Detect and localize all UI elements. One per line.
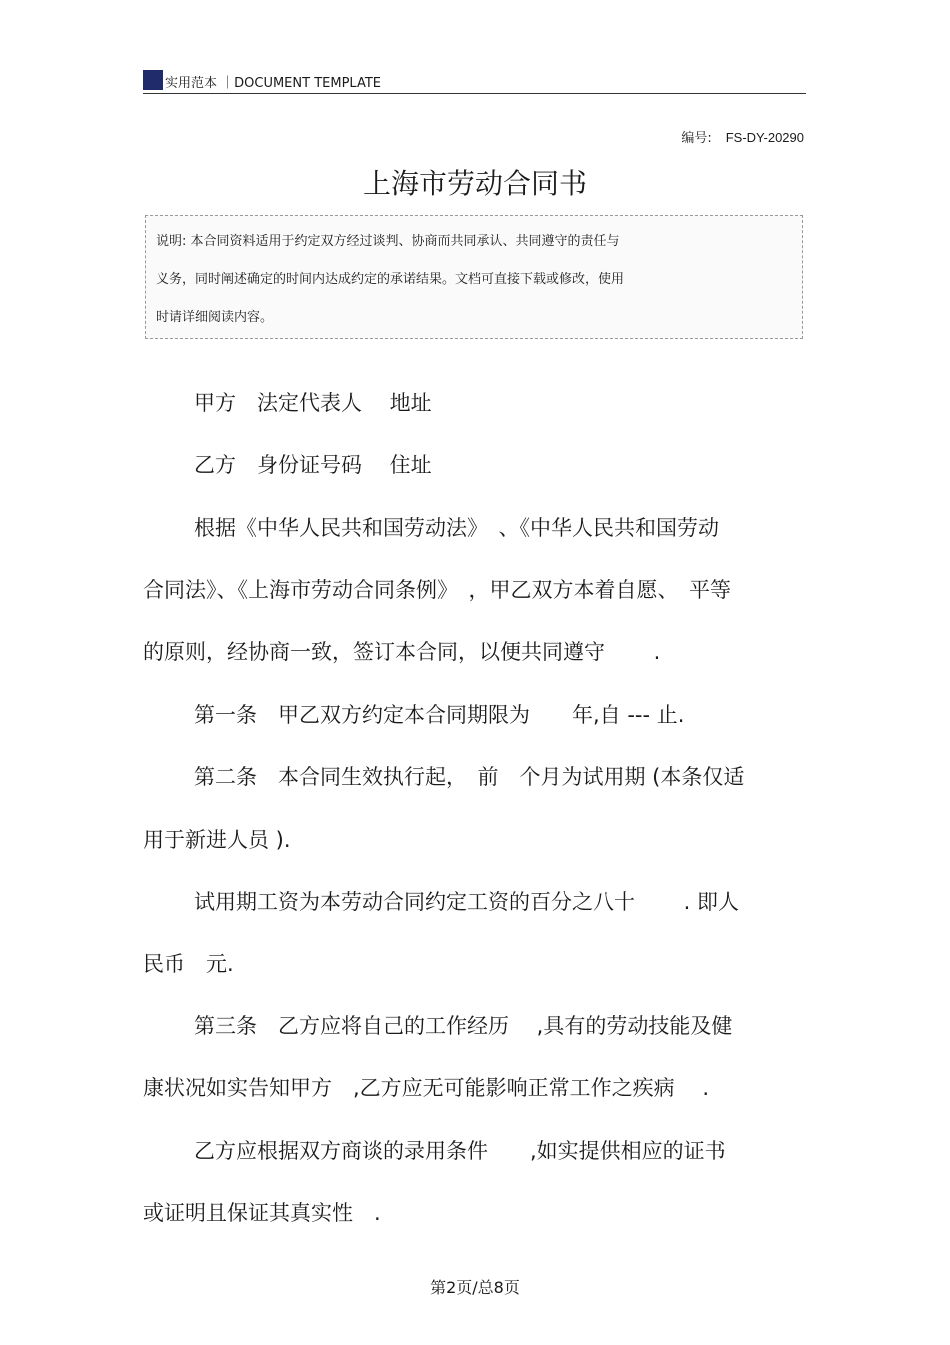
body-line: 根据《中华人民共和国劳动法》 、《中华人民共和国劳动 <box>194 516 719 540</box>
body-line: 第一条 甲乙双方约定本合同期限为 年,自 --- 止. <box>194 703 685 727</box>
document-number-value: FS-DY-20290 <box>725 130 804 145</box>
body-line: 或证明且保证其真实性 . <box>143 1201 381 1225</box>
body-line: 民币 元. <box>143 952 234 976</box>
description-line: 义务，同时阐述确定的时间内达成约定的承诺结果。文档可直接下载或修改，使用 <box>156 272 625 287</box>
header-logo-square <box>143 70 163 90</box>
body-line: 第三条 乙方应将自己的工作经历 ,具有的劳动技能及健 <box>194 1014 733 1038</box>
body-line: 合同法》、《上海市劳动合同条例》 ，甲乙双方本着自愿、 平等 <box>143 578 731 602</box>
body-line: 甲方 法定代表人 地址 <box>194 391 432 415</box>
description-box <box>145 215 803 339</box>
body-line: 康状况如实告知甲方 ,乙方应无可能影响正常工作之疾病 . <box>143 1076 710 1100</box>
document-number-label: 编号: <box>681 131 712 146</box>
body-line: 乙方 身份证号码 住址 <box>194 453 432 477</box>
description-line: 时请详细阅读内容。 <box>156 310 274 325</box>
body-line: 第二条 本合同生效执行起， 前 个月为试用期 (本条仅适 <box>194 765 745 789</box>
body-line: 试用期工资为本劳动合同约定工资的百分之八十 . 即人 <box>194 890 740 914</box>
document-number <box>681 127 804 146</box>
body-line: 乙方应根据双方商谈的录用条件 ,如实提供相应的证书 <box>194 1139 726 1163</box>
header-text: 实用范本 ｜DOCUMENT TEMPLATE <box>165 76 381 91</box>
description-line: 说明: 本合同资料适用于约定双方经过谈判、协商而共同承认、共同遵守的责任与 <box>156 234 620 249</box>
page-header <box>143 70 806 94</box>
body-line: 的原则，经协商一致，签订本合同，以便共同遵守 . <box>143 640 661 664</box>
page-footer: 第2页/总8页 <box>430 1278 520 1297</box>
header-divider <box>143 93 806 94</box>
body-line: 用于新进人员 ). <box>143 828 291 852</box>
document-title: 上海市劳动合同书 <box>362 167 587 200</box>
